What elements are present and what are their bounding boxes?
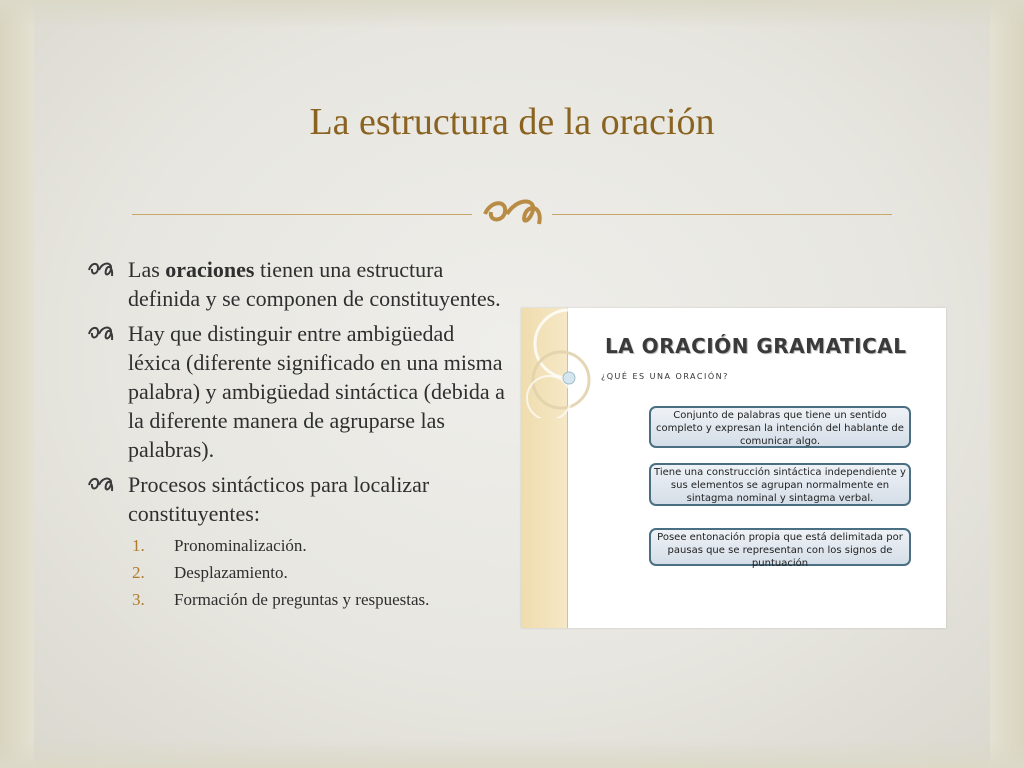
circle-decoration-icon xyxy=(521,308,611,418)
figure-subtitle: ¿QUÉ ES UNA ORACIÓN? xyxy=(601,372,729,381)
divider-line-right xyxy=(552,214,892,215)
bullet-list xyxy=(86,255,506,613)
sublist-text: Desplazamiento. xyxy=(174,563,288,582)
bullet-text: Hay que distinguir entre ambigüedad léxica (diferente significado en una misma palabra) y ambigüedad sintáctica (debida a la diferente manera de agruparse las palabras). xyxy=(128,321,505,462)
sublist-text: Pronominalización. xyxy=(174,536,307,555)
definition-box: Tiene una construcción sintáctica independiente y sus elementos se agrupan normalmente en sintagma nominal y sintagma verbal. xyxy=(649,463,911,506)
bullet-text-bold: oraciones xyxy=(165,257,255,282)
title-divider xyxy=(132,192,892,232)
bullet-text-post: tienen una estructura definida y se componen de constituyentes. xyxy=(128,257,501,311)
numbered-sublist xyxy=(128,532,506,613)
sublist-number: 1. xyxy=(132,536,145,555)
sublist-item xyxy=(128,586,506,613)
definition-box: Conjunto de palabras que tiene un sentido completo y expresan la intención del hablante de comunicar algo. xyxy=(649,406,911,448)
bullet-item xyxy=(86,255,506,313)
curl-bullet-icon xyxy=(86,322,114,344)
curl-bullet-icon xyxy=(86,258,114,280)
frame-bottom xyxy=(0,740,1024,768)
sublist-number: 3. xyxy=(132,590,145,609)
definition-box: Posee entonación propia que está delimitada por pausas que se representan con los signos de puntuación xyxy=(649,528,911,566)
sublist-text: Formación de preguntas y respuestas. xyxy=(174,590,430,609)
flourish-ornament-icon xyxy=(477,192,547,232)
slide-body xyxy=(86,255,506,619)
frame-top xyxy=(0,0,1024,28)
sublist-item xyxy=(128,559,506,586)
bullet-item xyxy=(86,470,506,613)
divider-line-left xyxy=(132,214,472,215)
slide-title: La estructura de la oración xyxy=(309,101,715,143)
bullet-text: Procesos sintácticos para localizar constituyentes: xyxy=(128,472,430,526)
curl-bullet-icon xyxy=(86,473,114,495)
embedded-slide-image xyxy=(521,308,946,628)
sublist-item xyxy=(128,532,506,559)
sublist-number: 2. xyxy=(132,563,145,582)
bullet-item xyxy=(86,319,506,464)
bullet-text-pre: Las xyxy=(128,257,166,282)
figure-title: LA ORACIÓN GRAMATICAL xyxy=(605,334,907,358)
